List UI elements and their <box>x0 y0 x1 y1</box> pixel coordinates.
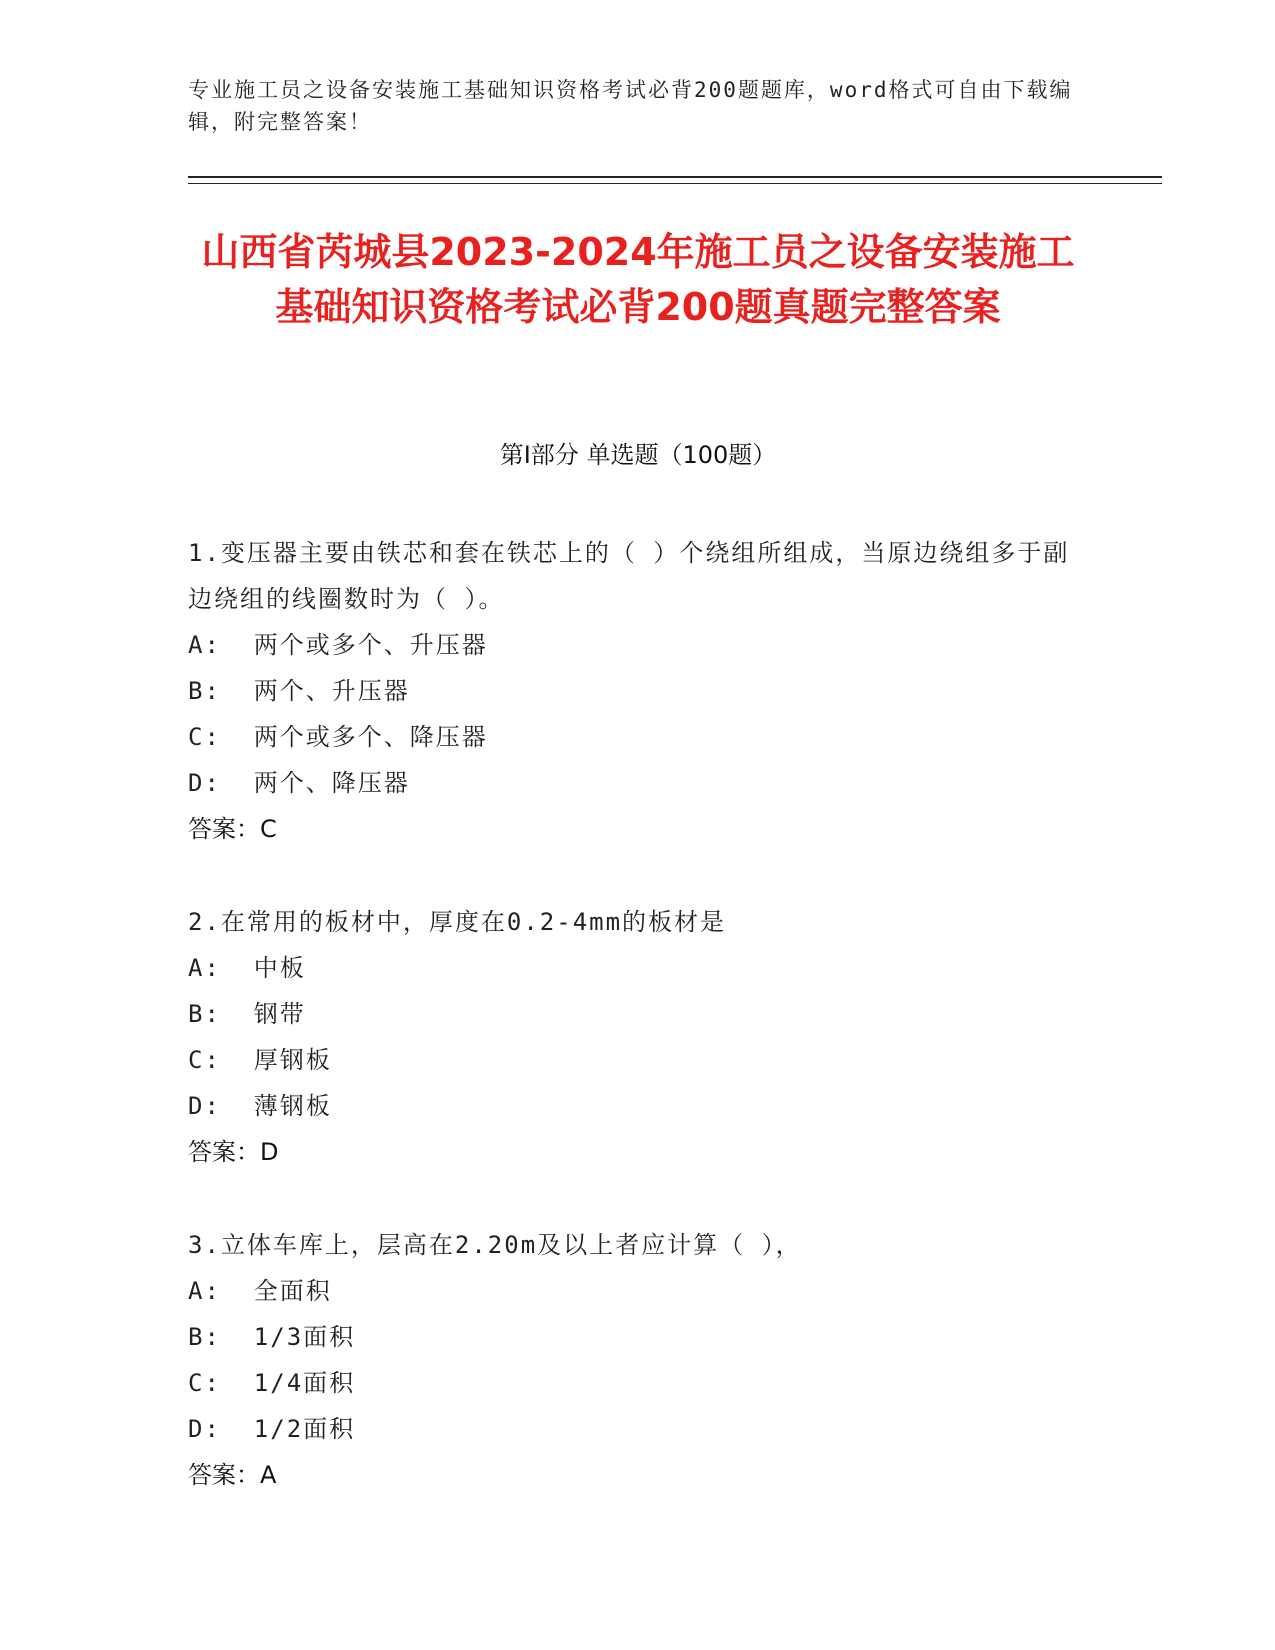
option-b: B: 钢带 <box>188 1000 306 1028</box>
question-list <box>188 530 1088 1545</box>
question-text: 3.立体车库上，层高在2.20m及以上者应计算（ ）， <box>188 1231 802 1259</box>
option-a: A: 全面积 <box>188 1277 332 1305</box>
option-c: C: 两个或多个、降压器 <box>188 723 488 751</box>
option-b: B: 两个、升压器 <box>188 677 410 705</box>
question-text: 2.在常用的板材中，厚度在0.2-4mm的板材是 <box>188 908 727 936</box>
section-heading: 第I部分 单选题（100题） <box>499 441 777 469</box>
option-d: D: 两个、降压器 <box>188 769 410 797</box>
header-divider-thin <box>188 183 1162 184</box>
document-title: 山西省芮城县2023-2024年施工员之设备安装施工基础知识资格考试必背200题真题完整答案 <box>201 230 1075 329</box>
question-3 <box>188 1222 1088 1498</box>
header-divider-thick <box>188 176 1162 178</box>
question-2 <box>188 899 1088 1175</box>
answer: 答案：A <box>188 1461 277 1489</box>
option-a: A: 中板 <box>188 954 306 982</box>
answer: 答案：D <box>188 1138 279 1166</box>
question-text: 1.变压器主要由铁芯和套在铁芯上的（ ）个绕组所组成，当原边绕组多于副边绕组的线圈数时为（ ）。 <box>188 539 1070 613</box>
question-1 <box>188 530 1088 852</box>
answer: 答案：C <box>188 815 277 843</box>
option-c: C: 厚钢板 <box>188 1046 332 1074</box>
option-b: B: 1/3面积 <box>188 1323 356 1351</box>
option-a: A: 两个或多个、升压器 <box>188 631 488 659</box>
option-d: D: 1/2面积 <box>188 1415 356 1443</box>
option-c: C: 1/4面积 <box>188 1369 356 1397</box>
header-note: 专业施工员之设备安装施工基础知识资格考试必背200题题库，word格式可自由下载编辑，附完整答案！ <box>188 78 1073 134</box>
option-d: D: 薄钢板 <box>188 1092 332 1120</box>
